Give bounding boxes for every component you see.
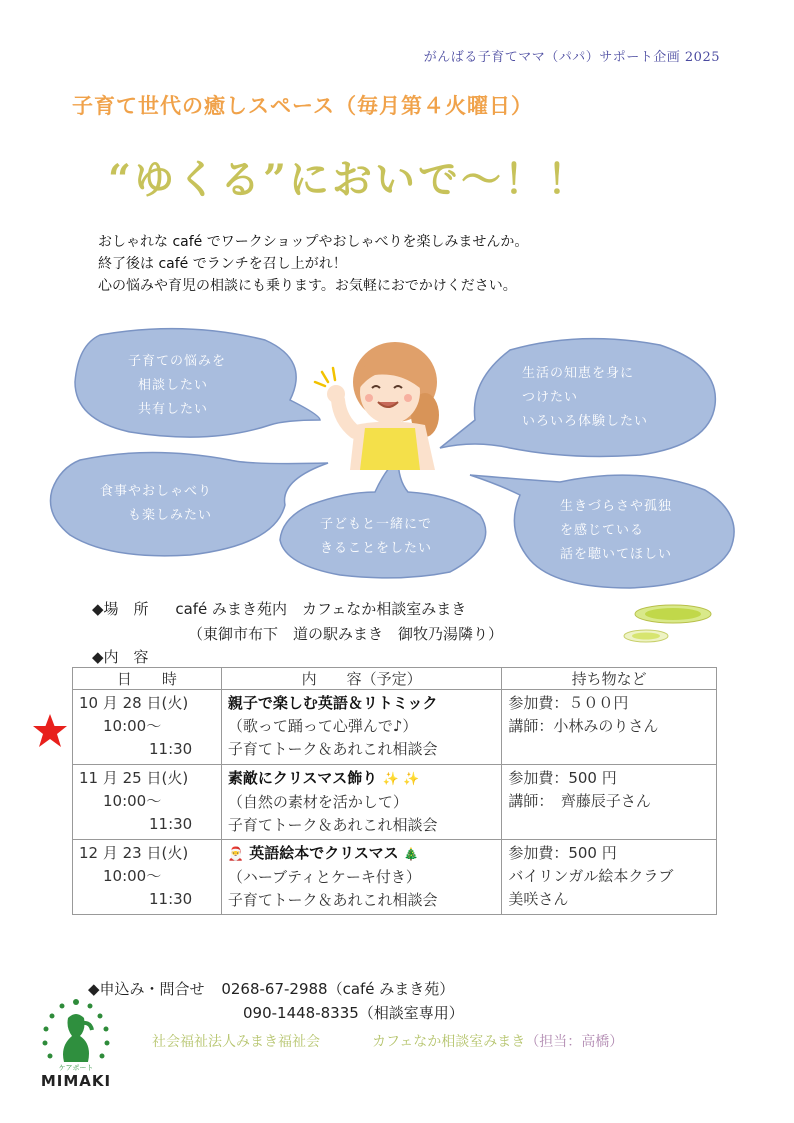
event-talk: 子育てトーク＆あれこれ相談会: [227, 740, 438, 758]
bubble-text: [320, 513, 432, 561]
christmas-tree-icon: 🎄: [403, 847, 419, 861]
contact-person: （担当：高橋）: [525, 1034, 624, 1050]
contents-label: ◆内 容: [92, 648, 149, 666]
bubble-line: を感じている: [560, 523, 645, 538]
event-title: 親子で楽しむ英語＆リトミック: [227, 694, 438, 712]
bubble-line: 相談したい: [138, 378, 209, 393]
table-row: [73, 765, 717, 840]
logo-text: MIMAKI: [40, 1072, 112, 1090]
date-cell: [73, 765, 222, 840]
event-talk: 子育てトーク＆あれこれ相談会: [227, 891, 438, 909]
sparkle-icon: ✨ ✨: [382, 772, 420, 787]
table-row: [73, 840, 717, 915]
bubble-text: [128, 350, 226, 422]
intro-line: 心の悩みや育児の相談にも乗ります。お気軽におでかけください。: [98, 278, 517, 294]
lecturer: バイリンガル絵本クラブ: [508, 867, 674, 885]
column-header: 内 容（予定）: [221, 668, 501, 690]
bubble-text: [522, 362, 648, 434]
notes-cell: [502, 840, 717, 915]
end-time: 11:30: [149, 740, 193, 758]
bubble-text: [560, 495, 672, 567]
bubble-line: 生きづらさや孤独: [560, 499, 673, 514]
svg-text:ケアポート: ケアポート: [58, 1064, 94, 1072]
event-detail: （ハーブティとケーキ付き）: [227, 868, 421, 886]
woman-waving-illustration: [315, 342, 439, 470]
tagline: がんばる子育てママ（パパ）サポート企画 2025: [423, 50, 720, 65]
bubble-text: [100, 480, 212, 528]
event-title: 英語絵本でクリスマス: [249, 844, 399, 862]
location-value: café みまき苑内 カフェなか相談室みまき: [175, 600, 467, 618]
bubble-line: 子どもと一緒にで: [320, 517, 433, 532]
event-detail: （歌って踊って心弾んで♪）: [227, 717, 418, 735]
page-title: “ゆくる”においで～！！: [108, 156, 591, 203]
bubble-line: 生活の知恵を身に: [522, 366, 635, 381]
column-header: 日 時: [73, 668, 222, 690]
phone-secondary: 090-1448-8335（相談室専用）: [243, 1004, 464, 1022]
end-time: 11:30: [149, 890, 193, 908]
tea-cup-icon: [618, 596, 718, 648]
speech-bubbles: [0, 320, 794, 590]
red-star-icon: [32, 713, 68, 749]
bubble-line: 子育ての悩みを: [128, 354, 227, 369]
santa-icon: 🎅: [227, 847, 245, 862]
location-detail: （東御市布下 道の駅みまき 御牧乃湯隣り）: [188, 625, 504, 643]
bubble-line: 食事やおしゃべり: [100, 484, 213, 499]
bubble-line: 共有したい: [138, 402, 209, 417]
phone-primary: 0268-67-2988（café みまき苑）: [221, 980, 455, 998]
event-title: 素敵にクリスマス飾り: [227, 769, 378, 787]
event-title-line: [228, 767, 495, 791]
table-header-row: [73, 668, 717, 690]
organization-line: [152, 1031, 623, 1051]
content-cell: [221, 690, 501, 765]
table-row: [73, 690, 717, 765]
org-name: 社会福祉法人みまき福祉会: [152, 1034, 320, 1050]
bubble-line: も楽しみたい: [128, 508, 213, 523]
lecturer-name: 美咲さん: [508, 890, 569, 908]
schedule-table: [72, 667, 717, 915]
end-time: 11:30: [149, 815, 193, 833]
event-detail: （自然の素材を活かして）: [227, 793, 408, 811]
fee: 参加費：500 円: [508, 844, 617, 862]
mimaki-logo: [36, 996, 116, 1091]
contact-block: [88, 977, 464, 1025]
fee: 参加費：500 円: [508, 769, 617, 787]
event-title-line: [228, 842, 495, 866]
date: 11 月 25 日(火): [79, 769, 189, 787]
bubble-line: つけたい: [522, 390, 579, 405]
event-talk: 子育てトーク＆あれこれ相談会: [227, 816, 438, 834]
fee: 参加費：５００円: [508, 694, 629, 712]
date-cell: [73, 690, 222, 765]
logo-mark-icon: [36, 996, 116, 1074]
intro-line: おしゃれな café でワークショップやおしゃべりを楽しみませんか。: [98, 234, 529, 250]
bubble-line: 話を聴いてほしい: [560, 547, 673, 562]
location-row: [92, 598, 466, 619]
content-cell: [221, 840, 501, 915]
bubble-line: きることをしたい: [320, 541, 433, 556]
start-time: 10:00～: [103, 717, 162, 735]
lecturer: 講師：小林みのりさん: [508, 717, 659, 735]
intro-text: [98, 231, 528, 297]
start-time: 10:00～: [103, 867, 162, 885]
contact-label: ◆申込み・問合せ: [88, 980, 205, 998]
date-cell: [73, 840, 222, 915]
bubble-line: いろいろ体験したい: [522, 414, 649, 429]
notes-cell: [502, 690, 717, 765]
subtitle: 子育て世代の癒しスペース（毎月第４火曜日）: [72, 94, 533, 118]
start-time: 10:00～: [103, 792, 162, 810]
location-label: ◆場 所: [92, 600, 149, 618]
intro-line: 終了後は café でランチを召し上がれ！: [98, 256, 347, 272]
room-name: カフェなか相談室みまき: [372, 1034, 526, 1050]
contact-line: [88, 977, 464, 1001]
column-header: 持ち物など: [502, 668, 717, 690]
lecturer: 講師： 齊藤辰子さん: [508, 792, 651, 810]
content-cell: [221, 765, 501, 840]
date: 10 月 28 日(火): [79, 694, 189, 712]
date: 12 月 23 日(火): [79, 844, 189, 862]
notes-cell: [502, 765, 717, 840]
